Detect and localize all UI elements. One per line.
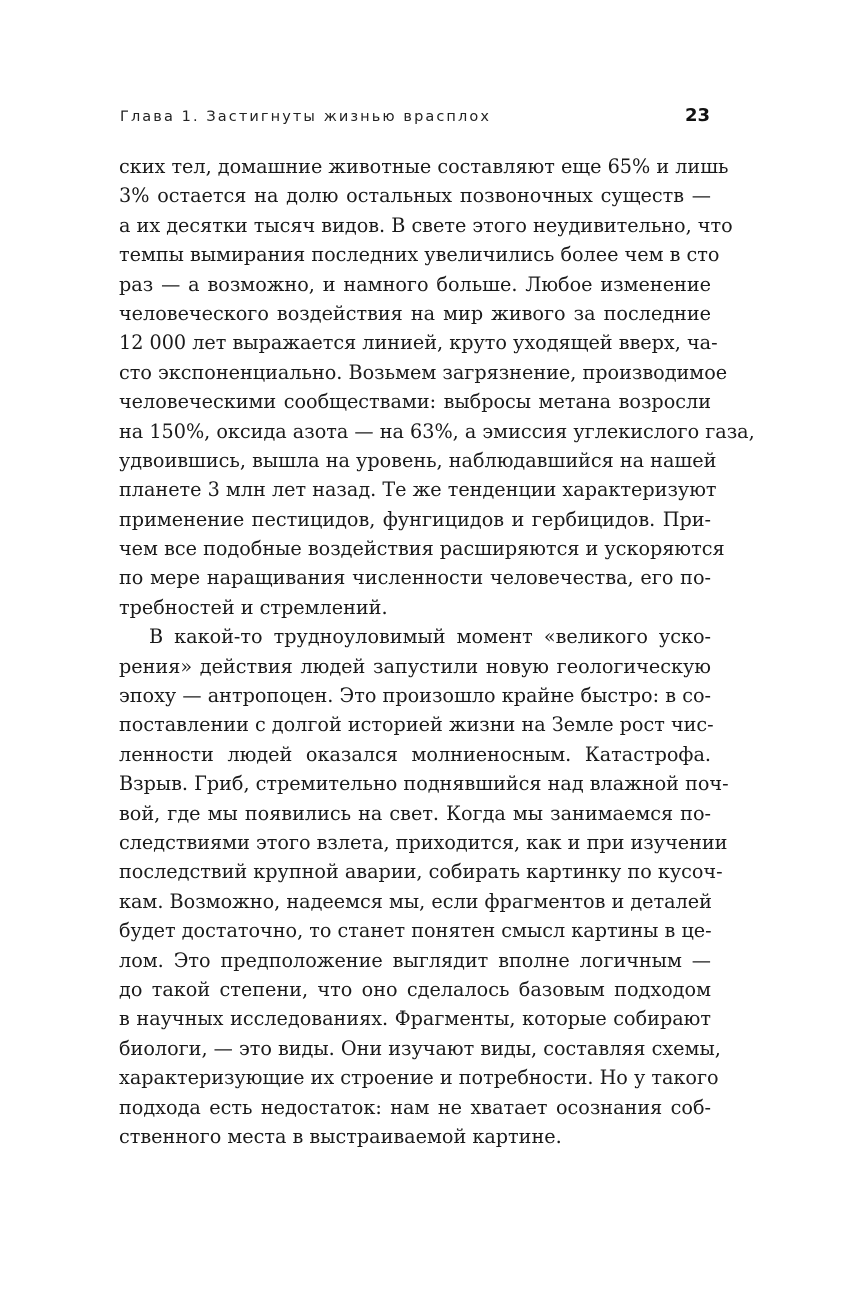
- text-line: Взрыв. Гриб, стремительно поднявшийся над влажной поч-: [119, 772, 729, 796]
- text-line: раз — а возможно, и намного больше. Любое изменение: [119, 272, 711, 296]
- body-text: [119, 152, 755, 1151]
- text-line: на 150%, оксида азота — на 63%, а эмиссия углекислого газа,: [119, 419, 755, 443]
- text-line: эпоху — антропоцен. Это произошло крайне быстро: в со-: [119, 684, 711, 708]
- text-line: поставлении с долгой историей жизни на Земле рост чис-: [119, 713, 714, 737]
- text-line: подхода есть недостаток: нам не хватает осознания соб-: [119, 1095, 711, 1119]
- text-line: человеческими сообществами: выбросы метана возросли: [119, 390, 711, 414]
- text-line: удвоившись, вышла на уровень, наблюдавшийся на нашей: [119, 448, 717, 472]
- text-line: требностей и стремлений.: [119, 595, 388, 619]
- text-line: в научных исследованиях. Фрагменты, которые собирают: [119, 1007, 711, 1031]
- text-line: кам. Возможно, надеемся мы, если фрагментов и деталей: [119, 889, 712, 913]
- text-line: характеризующие их строение и потребности. Но у такого: [119, 1066, 719, 1090]
- text-line: сто экспоненциально. Возьмем загрязнение, производимое: [119, 360, 728, 384]
- chapter-title: Глава 1. Застигнуты жизнью врасплох: [120, 109, 492, 125]
- text-line: будет достаточно, то станет понятен смысл картины в це-: [119, 919, 712, 943]
- paragraph: [119, 152, 755, 622]
- text-line: по мере наращивания численности человечества, его по-: [119, 566, 711, 590]
- text-line: последствий крупной аварии, собирать картинку по кусоч-: [119, 860, 723, 884]
- text-line: темпы вымирания последних увеличились более чем в сто: [119, 243, 720, 267]
- text-line: чем все подобные воздействия расширяются и ускоряются: [119, 537, 725, 561]
- text-line: до такой степени, что оно сделалось базовым подходом: [119, 977, 711, 1001]
- paragraph: [119, 622, 729, 1151]
- page-number: 23: [684, 105, 710, 126]
- running-head: [120, 105, 712, 133]
- text-line: лом. Это предположение выглядит вполне логичным —: [119, 948, 711, 972]
- text-line: применение пестицидов, фунгицидов и гербицидов. При-: [119, 507, 711, 531]
- text-line: планете 3 млн лет назад. Те же тенденции характеризуют: [119, 478, 717, 502]
- text-line: 3% остается на долю остальных позвоночных существ —: [119, 184, 711, 208]
- text-line: 12 000 лет выражается линией, круто уходящей вверх, ча-: [119, 331, 718, 355]
- text-line: В какой-то трудноуловимый момент «великого уско-: [149, 625, 711, 649]
- text-line: человеческого воздействия на мир живого за последние: [119, 301, 711, 325]
- text-line: следствиями этого взлета, приходится, как и при изучении: [119, 830, 728, 854]
- text-line: биологи, — это виды. Они изучают виды, составляя схемы,: [119, 1036, 721, 1060]
- text-line: ственного места в выстраиваемой картине.: [119, 1124, 562, 1148]
- text-line: ленности людей оказался молниеносным. Катастрофа.: [119, 742, 711, 766]
- text-line: вой, где мы появились на свет. Когда мы занимаемся по-: [119, 801, 711, 825]
- text-line: ских тел, домашние животные составляют еще 65% и лишь: [119, 155, 729, 178]
- text-line: а их десятки тысяч видов. В свете этого неудивительно, что: [119, 213, 733, 237]
- text-line: рения» действия людей запустили новую геологическую: [119, 654, 711, 678]
